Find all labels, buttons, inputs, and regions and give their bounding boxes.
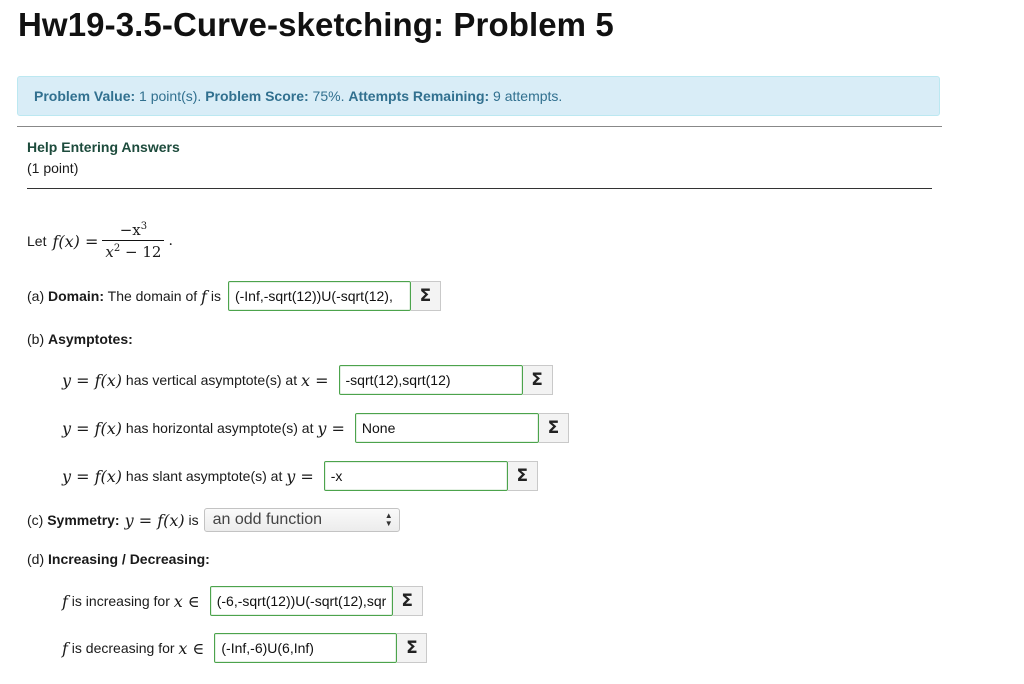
domain-label: Domain: xyxy=(48,288,104,304)
attempts-remaining-label: Attempts Remaining: xyxy=(348,88,490,104)
problem-value-text: 1 point(s). xyxy=(135,88,206,104)
horizontal-var: y = xyxy=(317,418,345,438)
vertical-asymptote-row xyxy=(62,365,553,395)
divider-bottom xyxy=(27,188,932,189)
problem-info-banner xyxy=(17,76,940,116)
symmetry-prefix: (c) xyxy=(27,512,48,528)
vertical-yfx: y = f(x) xyxy=(62,370,123,390)
asymptotes-label: Asymptotes: xyxy=(48,331,133,347)
symmetry-row xyxy=(27,508,400,532)
attempts-remaining-text: 9 attempts. xyxy=(489,88,563,104)
symmetry-label: Symmetry: xyxy=(47,512,120,528)
problem-score-text: 75%. xyxy=(308,88,349,104)
divider-top xyxy=(17,126,942,127)
decreasing-answer-group xyxy=(214,633,427,663)
slant-asymptote-row xyxy=(62,461,538,491)
asymptotes-prefix: (b) xyxy=(27,331,48,347)
denominator-base: x xyxy=(105,243,114,261)
sigma-icon[interactable]: Σ xyxy=(508,461,538,491)
select-down-arrow: ▼ xyxy=(384,519,393,528)
horizontal-asymptote-row xyxy=(62,413,569,443)
select-arrows-icon xyxy=(385,512,393,528)
problem-value-label: Problem Value: xyxy=(34,88,136,104)
slant-asymptote-input[interactable] xyxy=(324,461,508,491)
fraction-numerator xyxy=(117,221,150,240)
increasing-input[interactable] xyxy=(210,586,393,616)
sigma-icon[interactable]: Σ xyxy=(397,633,427,663)
vertical-answer-group xyxy=(339,365,553,395)
sigma-icon[interactable]: Σ xyxy=(411,281,441,311)
slant-var: y = xyxy=(286,466,314,486)
increasing-answer-group xyxy=(210,586,423,616)
numerator-exponent: 3 xyxy=(140,221,148,232)
denominator-exponent: 2 xyxy=(113,243,121,254)
increasing-f: f xyxy=(62,591,68,611)
fraction-denominator xyxy=(102,240,164,261)
domain-f: f xyxy=(201,286,207,306)
denominator-rest: − 12 xyxy=(120,243,162,261)
function-definition xyxy=(27,221,173,261)
period: . xyxy=(168,233,173,249)
decreasing-input[interactable] xyxy=(214,633,397,663)
decreasing-x-in: x ∈ xyxy=(178,638,205,658)
domain-is: is xyxy=(206,288,221,304)
decreasing-row xyxy=(62,633,427,663)
horizontal-yfx: y = f(x) xyxy=(62,418,123,438)
asymptotes-heading xyxy=(27,331,133,347)
let-label: Let xyxy=(27,233,47,249)
symmetry-select[interactable] xyxy=(204,508,400,532)
incdec-prefix: (d) xyxy=(27,551,48,567)
incdec-heading xyxy=(27,551,210,567)
sigma-icon[interactable]: Σ xyxy=(523,365,553,395)
help-entering-answers-link[interactable]: Help Entering Answers xyxy=(27,139,180,155)
symmetry-yfx: y = f(x) xyxy=(124,510,185,530)
horizontal-answer-group xyxy=(355,413,569,443)
decreasing-f: f xyxy=(62,638,68,658)
slant-yfx: y = f(x) xyxy=(62,466,123,486)
select-up-arrow: ▲ xyxy=(384,511,393,520)
incdec-label: Increasing / Decreasing: xyxy=(48,551,210,567)
page-title: Hw19-3.5-Curve-sketching: Problem 5 xyxy=(18,6,614,43)
domain-text: The domain of xyxy=(104,288,202,304)
decreasing-text: is decreasing for xyxy=(67,640,179,656)
increasing-row xyxy=(62,586,423,616)
domain-answer-input[interactable] xyxy=(228,281,411,311)
symmetry-selected-value: an odd function xyxy=(212,511,323,528)
slant-asymptote-text: has slant asymptote(s) at xyxy=(122,468,287,484)
vertical-asymptote-input[interactable] xyxy=(339,365,523,395)
problem-score-label: Problem Score: xyxy=(205,88,309,104)
vertical-var: x = xyxy=(301,370,329,390)
function-fraction xyxy=(102,221,164,261)
point-value: (1 point) xyxy=(27,160,79,176)
f-of-x: f(x) = xyxy=(52,231,99,251)
increasing-x-in: x ∈ xyxy=(173,591,200,611)
slant-answer-group xyxy=(324,461,538,491)
horizontal-asymptote-input[interactable] xyxy=(355,413,539,443)
horizontal-asymptote-text: has horizontal asymptote(s) at xyxy=(122,420,318,436)
numerator-text: −x xyxy=(119,221,141,239)
domain-row xyxy=(27,281,441,311)
vertical-asymptote-text: has vertical asymptote(s) at xyxy=(122,372,301,388)
sigma-icon[interactable]: Σ xyxy=(393,586,423,616)
increasing-text: is increasing for xyxy=(67,593,174,609)
domain-answer-group xyxy=(228,281,441,311)
symmetry-is: is xyxy=(184,512,199,528)
domain-prefix: (a) xyxy=(27,288,48,304)
sigma-icon[interactable]: Σ xyxy=(539,413,569,443)
